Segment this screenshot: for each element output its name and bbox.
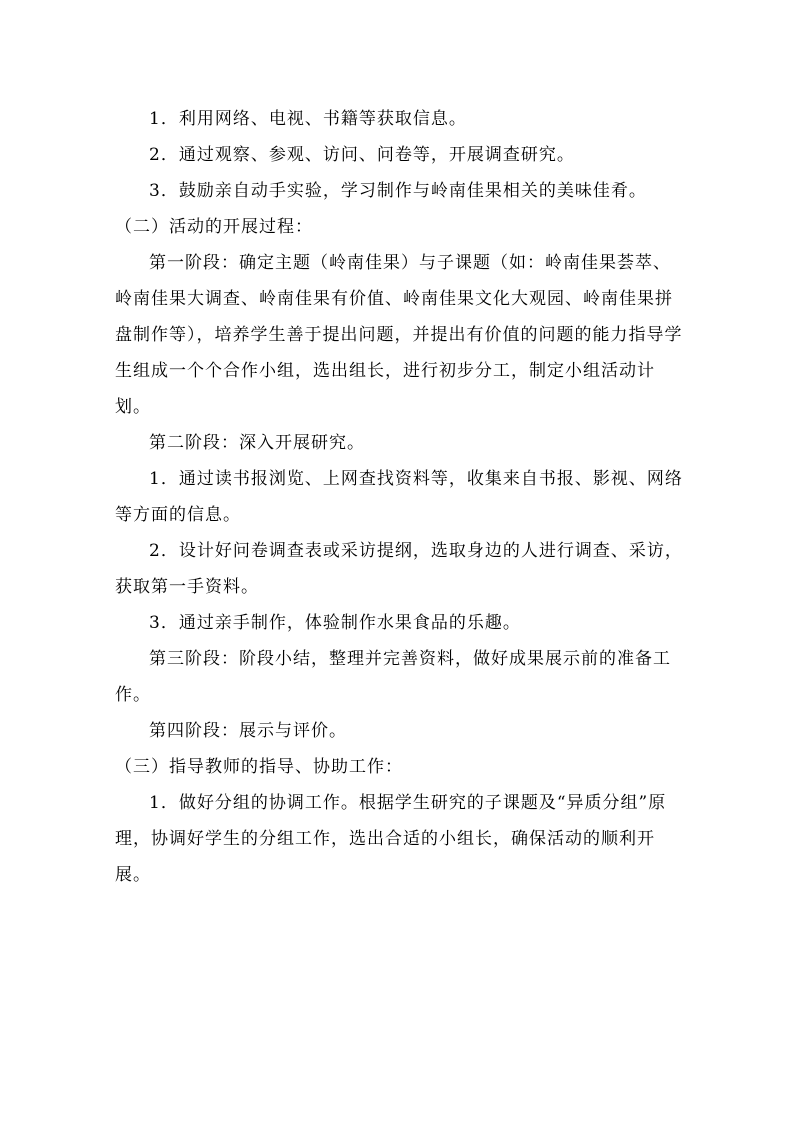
paragraph-teacher-1: 1．做好分组的协调工作。根据学生研究的子课题及“异质分组”原理，协调好学生的分组工作，选出合适的小组长，确保活动的顺利开展。 [115, 793, 667, 885]
document-body [115, 101, 685, 893]
paragraph-stage-1: 第一阶段：确定主题（岭南佳果）与子课题（如：岭南佳果荟萃、岭南佳果大调查、岭南佳果有价值、岭南佳果文化大观园、岭南佳果拼盘制作等），培养学生善于提出问题，并提出有价值的问题的能力指导学生组成一个个合作小组，选出组长，进行初步分工，制定小组活动计划。 [115, 253, 683, 417]
paragraph-stage-2-item-1: 1．通过读书报浏览、上网查找资料等，收集来自书报、影视、网络等方面的信息。 [115, 469, 683, 525]
paragraph-stage-2-item-2: 2．设计好问卷调查表或采访提纲，选取身边的人进行调查、采访，获取第一手资料。 [115, 541, 683, 597]
paragraph-method-3: 3．鼓励亲自动手实验，学习制作与岭南佳果相关的美味佳肴。 [149, 181, 647, 201]
paragraph-stage-4: 第四阶段：展示与评价。 [149, 721, 347, 741]
paragraph-method-2: 2．通过观察、参观、访问、问卷等，开展调查研究。 [149, 145, 575, 165]
paragraph-stage-2-item-3: 3．通过亲手制作，体验制作水果食品的乐趣。 [149, 613, 521, 633]
paragraph-stage-3: 第三阶段：阶段小结，整理并完善资料，做好成果展示前的准备工作。 [115, 649, 671, 705]
paragraph-stage-2: 第二阶段：深入开展研究。 [149, 433, 365, 453]
section-heading-teacher: （三）指导教师的指导、协助工作： [115, 757, 403, 777]
paragraph-method-1: 1．利用网络、电视、书籍等获取信息。 [149, 109, 467, 129]
section-heading-process: （二）活动的开展过程： [115, 217, 313, 237]
